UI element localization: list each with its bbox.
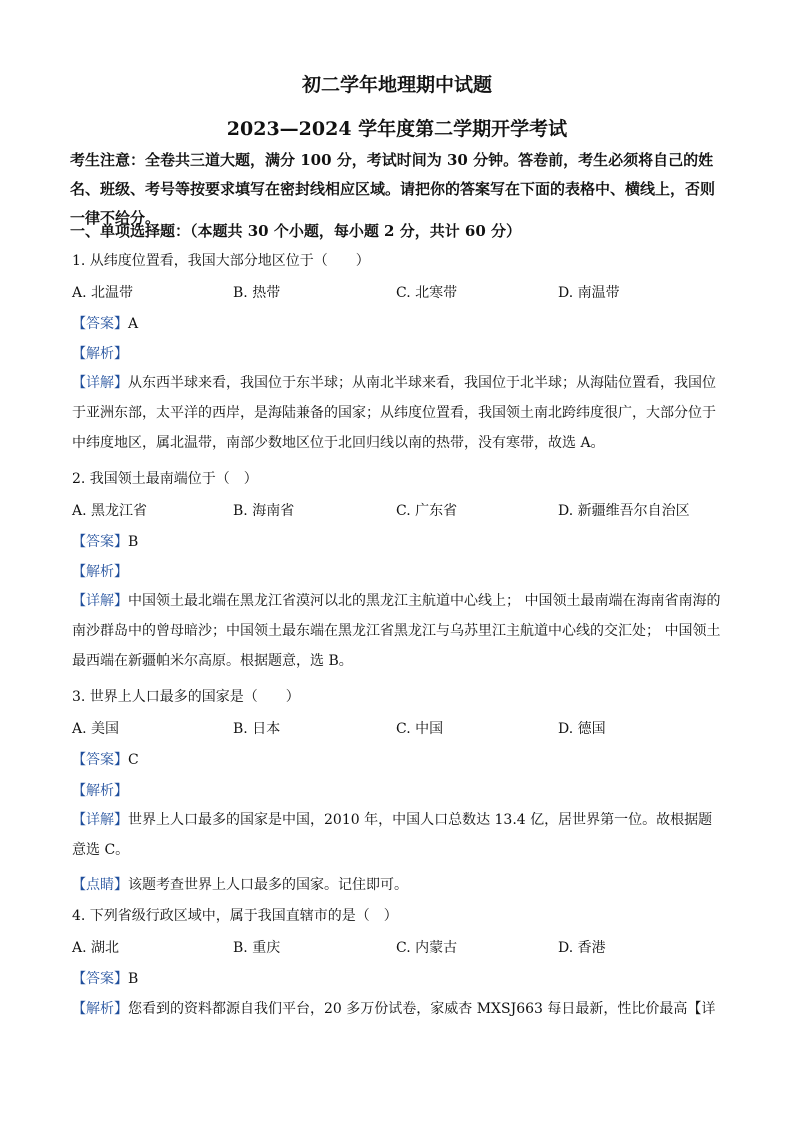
analysis-label: 【解析】 [72,346,128,362]
answer-label: 【答案】 [72,752,128,768]
answer-label: 【答案】 [72,316,128,332]
answer-value: A [128,316,139,332]
question-3-options [72,718,732,738]
detail-text: 中国领土最北端在黑龙江省漠河以北的黑龙江主航道中心线上； 中国领土最南端在海南省南海的南沙群岛中的曾母暗沙；中国领土最东端在黑龙江省黑龙江与乌苏里江主航道中心线的交汇处； 中国领土最西端在新疆帕米尔高原。根据题意，选 B。 [72,593,721,669]
detail-label: 【详解】 [72,812,128,828]
detail-label: 【详解】 [72,375,128,391]
question-1-stem: 1. 从纬度位置看，我国大部分地区位于（ ） [72,253,370,269]
option-a: A. 湖北 [72,940,120,956]
analysis-label: 【解析】 [72,783,128,799]
page-subtitle: 2023—2024 学年度第二学期开学考试 [226,118,568,140]
option-d: D. 新疆维吾尔自治区 [558,503,690,519]
question-3-detail [72,805,724,865]
analysis-label: 【解析】 [72,564,128,580]
question-3-stem: 3. 世界上人口最多的国家是（ ） [72,689,300,705]
comment-label: 【点睛】 [72,877,128,893]
question-1-analysis [72,343,128,363]
detail-text: 从东西半球来看，我国位于东半球；从南北半球来看，我国位于北半球；从海陆位置看，我国位于亚洲东部，太平洋的西岸，是海陆兼备的国家；从纬度位置看，我国领土南北跨纬度很广，大部分位于中纬度地区，属北温带，南部少数地区位于北回归线以南的热带，没有寒带，故选 A。 [72,375,716,451]
analysis-label: 【解析】 [72,1001,128,1017]
question-2-detail [72,586,724,676]
answer-label: 【答案】 [72,971,128,987]
question-2-analysis [72,561,128,581]
option-c: C. 北寒带 [396,285,458,301]
question-3-analysis [72,780,128,800]
answer-value: B [128,971,139,987]
option-b: B. 海南省 [233,503,295,519]
question-3-comment [72,874,408,894]
option-c: C. 广东省 [396,503,458,519]
option-a: A. 黑龙江省 [72,503,148,519]
option-b: B. 热带 [233,285,281,301]
question-1-answer [72,313,138,333]
page-title: 初二学年地理期中试题 [301,74,492,96]
answer-value: B [128,534,139,550]
question-1-options [72,282,732,302]
option-a: A. 北温带 [72,285,134,301]
answer-value: C [128,752,139,768]
option-a: A. 美国 [72,721,120,737]
option-c: C. 中国 [396,721,444,737]
detail-label: 【详解】 [72,593,128,609]
option-c: C. 内蒙古 [396,940,458,956]
question-4-analysis [72,998,728,1018]
exam-notice: 考生注意：全卷共三道大题，满分 100 分，考试时间为 30 分钟。答卷前，考生必须将自己的姓名、班级、考号等按要求填写在密封线相应区域。请把你的答案写在下面的表格中、横线上，否则一律不给分。 [70,151,716,227]
option-d: D. 香港 [558,940,606,956]
question-2-options [72,500,732,520]
analysis-text: 您看到的资料都源自我们平台，20 多万份试卷，家威杏 MXSJ663 每日最新，性比价最高【详 [128,1001,716,1017]
answer-label: 【答案】 [72,534,128,550]
option-d: D. 德国 [558,721,606,737]
question-2-stem: 2. 我国领土最南端位于（ ） [72,471,258,487]
section-heading: 一、单项选择题：（本题共 30 个小题，每小题 2 分，共计 60 分） [70,222,522,240]
question-4-options [72,937,732,957]
question-4-stem: 4. 下列省级行政区域中，属于我国直辖市的是（ ） [72,908,398,924]
question-1-detail [72,368,724,458]
detail-text: 世界上人口最多的国家是中国，2010 年，中国人口总数达 13.4 亿，居世界第一位。故根据题意选 C。 [72,812,713,858]
question-4-answer [72,968,138,988]
option-d: D. 南温带 [558,285,620,301]
option-b: B. 日本 [233,721,281,737]
option-b: B. 重庆 [233,940,281,956]
question-2-answer [72,531,138,551]
comment-text: 该题考查世界上人口最多的国家。记住即可。 [128,877,408,893]
question-3-answer [72,749,139,769]
